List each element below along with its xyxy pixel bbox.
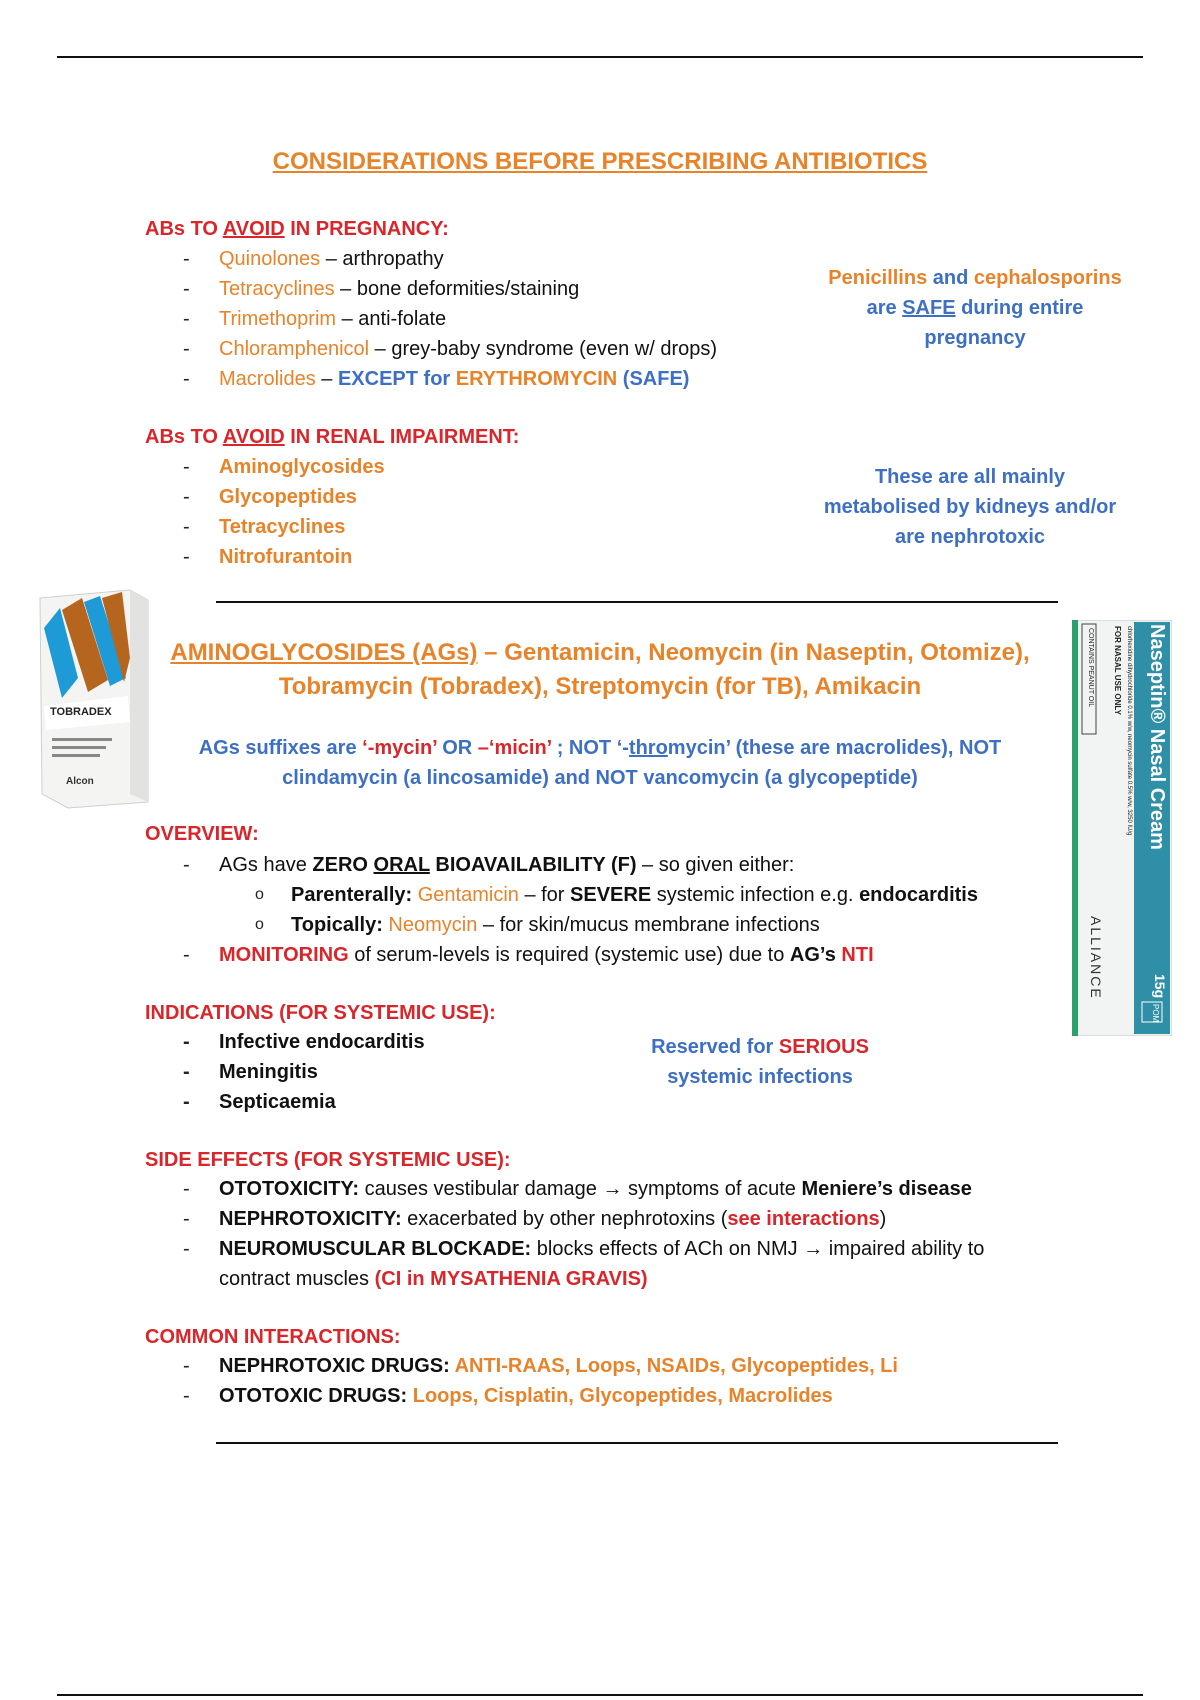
page-title: CONSIDERATIONS BEFORE PRESCRIBING ANTIBIOTICS bbox=[272, 148, 928, 175]
ag-suffix-note: AGs suffixes are ‘-mycin’ OR –‘micin’ ; NOT ‘-thromycin’ (these are macrolides), NOT clindamycin (a lincosamide) and NOT vancomycin (a glycopeptide) bbox=[198, 737, 1002, 789]
overview-sublist bbox=[219, 880, 978, 940]
pregnancy-safe-note: Penicillins and cephalosporins are SAFE during entire pregnancy bbox=[828, 267, 1122, 349]
overview-list bbox=[183, 850, 978, 970]
list-item: - Macrolides – EXCEPT for ERYTHROMYCIN (SAFE) bbox=[183, 364, 717, 394]
interactions-heading: COMMON INTERACTIONS: bbox=[145, 1326, 401, 1348]
naseptin-contains: CONTAINS PEANUT OIL bbox=[1087, 628, 1094, 708]
list-item: - Chloramphenicol – grey-baby syndrome (even w/ drops) bbox=[183, 334, 717, 364]
pregnancy-list bbox=[183, 244, 717, 394]
bottom-rule bbox=[57, 1694, 1143, 1696]
list-item: - Septicaemia bbox=[183, 1087, 425, 1117]
list-item: - NEUROMUSCULAR BLOCKADE: blocks effects of ACh on NMJ → impaired ability to contract muscles (CI in MYSATHENIA GRAVIS) bbox=[183, 1234, 984, 1294]
list-item: - Tetracyclines – bone deformities/staining bbox=[183, 274, 717, 304]
naseptin-maker: ALLIANCE bbox=[1088, 916, 1104, 1000]
renal-heading: ABs TO AVOID IN RENAL IMPAIRMENT: bbox=[145, 426, 520, 448]
overview-heading: OVERVIEW: bbox=[145, 823, 259, 845]
list-item: - Meningitis bbox=[183, 1057, 425, 1087]
naseptin-name: Naseptin® Nasal Cream bbox=[1146, 624, 1168, 850]
naseptin-use: FOR NASAL USE ONLY bbox=[1113, 626, 1122, 715]
list-item: - OTOTOXICITY: causes vestibular damage → symptoms of acute Meniere’s disease bbox=[183, 1174, 984, 1204]
list-item: - OTOTOXIC DRUGS: Loops, Cisplatin, Glycopeptides, Macrolides bbox=[183, 1381, 898, 1411]
tobradex-maker: Alcon bbox=[66, 776, 94, 787]
list-item: o Parenterally: Gentamicin – for SEVERE systemic infection e.g. endocarditis bbox=[255, 880, 978, 910]
section-rule bbox=[216, 601, 1058, 603]
interactions-list bbox=[183, 1351, 898, 1411]
list-item: - Nitrofurantoin bbox=[183, 542, 385, 572]
renal-list bbox=[183, 452, 385, 572]
indications-note: Reserved for SERIOUS systemic infections bbox=[651, 1036, 869, 1088]
indications-list bbox=[183, 1027, 425, 1117]
list-item: - AGs have ZERO ORAL BIOAVAILABILITY (F) – so given either: o Parenterally: Gentamicin – for SEVERE systemic infection e.g. endocarditis o Topically: Neomycin – for skin/mucus membrane infections bbox=[183, 850, 978, 940]
list-item: - Quinolones – arthropathy bbox=[183, 244, 717, 274]
section-rule bbox=[216, 1442, 1058, 1444]
list-item: - Aminoglycosides bbox=[183, 452, 385, 482]
tobradex-brand: TOBRADEX bbox=[50, 706, 112, 718]
list-item: - Trimethoprim – anti-folate bbox=[183, 304, 717, 334]
list-item: - NEPHROTOXIC DRUGS: ANTI-RAAS, Loops, NSAIDs, Glycopeptides, Li bbox=[183, 1351, 898, 1381]
indications-heading: INDICATIONS (FOR SYSTEMIC USE): bbox=[145, 1002, 496, 1024]
list-item: - Tetracyclines bbox=[183, 512, 385, 542]
renal-note: These are all mainly metabolised by kidneys and/or are nephrotoxic bbox=[823, 466, 1117, 548]
naseptin-ingredients: chlorhexidine dihydrochloride 0.1% w/w, neomycin sulfate 0.5% w/w, 3250 IU/g bbox=[1126, 626, 1132, 836]
naseptin-weight: 15g bbox=[1152, 974, 1168, 999]
list-item: - Glycopeptides bbox=[183, 482, 385, 512]
pregnancy-heading: ABs TO AVOID IN PREGNANCY: bbox=[145, 218, 449, 240]
side-effects-list bbox=[183, 1174, 984, 1294]
list-item: - NEPHROTOXICITY: exacerbated by other nephrotoxins (see interactions) bbox=[183, 1204, 984, 1234]
list-item: o Topically: Neomycin – for skin/mucus membrane infections bbox=[255, 910, 978, 940]
aminoglycosides-heading: AMINOGLYCOSIDES (AGs) – Gentamicin, Neomycin (in Naseptin, Otomize), Tobramycin (Tobradex), Streptomycin (for TB), Amikacin bbox=[170, 639, 1030, 700]
top-rule bbox=[57, 56, 1143, 58]
naseptin-product-image bbox=[1072, 620, 1172, 1036]
side-effects-heading: SIDE EFFECTS (FOR SYSTEMIC USE): bbox=[145, 1149, 511, 1171]
naseptin-pom: POM bbox=[1151, 1004, 1160, 1023]
list-item: - MONITORING of serum-levels is required (systemic use) due to AG’s NTI bbox=[183, 940, 978, 970]
list-item: - Infective endocarditis bbox=[183, 1027, 425, 1057]
